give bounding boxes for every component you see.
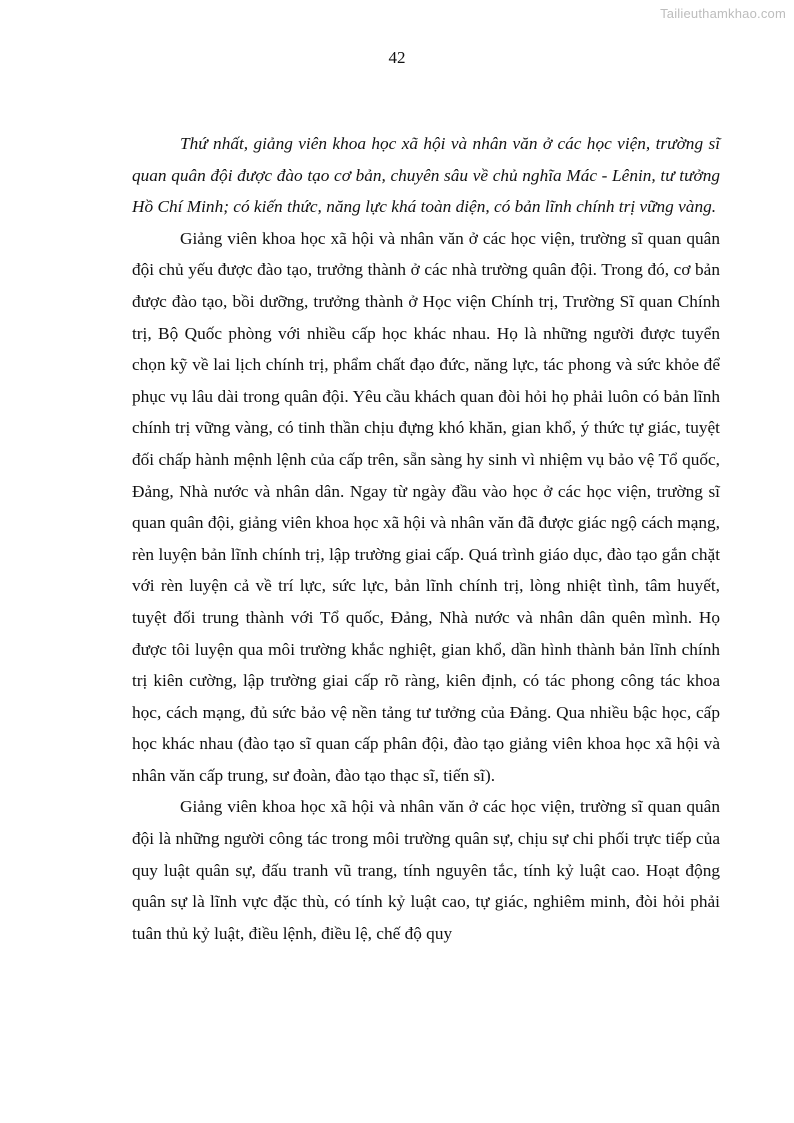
watermark-text: Tailieuthamkhao.com [660, 6, 786, 21]
document-body [132, 128, 720, 949]
paragraph-heading-italic: Thứ nhất, giảng viên khoa học xã hội và nhân văn ở các học viện, trường sĩ quan quân đội được đào tạo cơ bản, chuyên sâu về chủ nghĩa Mác - Lênin, tư tưởng Hồ Chí Minh; có kiến thức, năng lực khá toàn diện, có bản lĩnh chính trị vững vàng. [132, 134, 720, 217]
paragraph: Giảng viên khoa học xã hội và nhân văn ở các học viện, trường sĩ quan quân đội là những người công tác trong môi trường quân sự, chịu sự chi phối trực tiếp của quy luật quân sự, đấu tranh vũ trang, tính nguyên tắc, tính kỷ luật cao. Hoạt động quân sự là lĩnh vực đặc thù, có tính kỷ luật cao, tự giác, nghiêm minh, đòi hỏi phải tuân thủ kỷ luật, điều lệnh, điều lệ, chế độ quy [132, 797, 720, 943]
page-number: 42 [388, 48, 406, 67]
paragraph: Giảng viên khoa học xã hội và nhân văn ở các học viện, trường sĩ quan quân đội chủ yếu được đào tạo, trưởng thành ở các nhà trường quân đội. Trong đó, cơ bản được đào tạo, bồi dưỡng, trưởng thành ở Học viện Chính trị, Trường Sĩ quan Chính trị, Bộ Quốc phòng với nhiều cấp học khác nhau. Họ là những người được tuyển chọn kỹ về lai lịch chính trị, phẩm chất đạo đức, năng lực, tác phong và sức khỏe để phục vụ lâu dài trong quân đội. Yêu cầu khách quan đòi hỏi họ phải luôn có bản lĩnh chính trị vững vàng, có tinh thần chịu đựng khó khăn, gian khổ, ý thức tự giác, tuyệt đối chấp hành mệnh lệnh của cấp trên, sẵn sàng hy sinh vì nhiệm vụ bảo vệ Tổ quốc, Đảng, Nhà nước và nhân dân. Ngay từ ngày đầu vào học ở các học viện, trường sĩ quan quân đội, giảng viên khoa học xã hội và nhân văn đã được giác ngộ cách mạng, rèn luyện bản lĩnh chính trị, lập trường giai cấp. Quá trình giáo dục, đào tạo gắn chặt với rèn luyện cả về trí lực, sức lực, bản lĩnh chính trị, lòng nhiệt tình, tâm huyết, tuyệt đối trung thành với Tổ quốc, Đảng, Nhà nước và nhân dân quên mình. Họ được tôi luyện qua môi trường khắc nghiệt, gian khổ, dần hình thành bản lĩnh chính trị kiên cường, lập trường giai cấp rõ ràng, kiên định, có tác phong công tác khoa học, cách mạng, đủ sức bảo vệ nền tảng tư tưởng của Đảng. Qua nhiều bậc học, cấp học khác nhau (đào tạo sĩ quan cấp phân đội, đào tạo giảng viên khoa học xã hội và nhân văn cấp trung, sư đoàn, đào tạo thạc sĩ, tiến sĩ). [132, 228, 720, 785]
